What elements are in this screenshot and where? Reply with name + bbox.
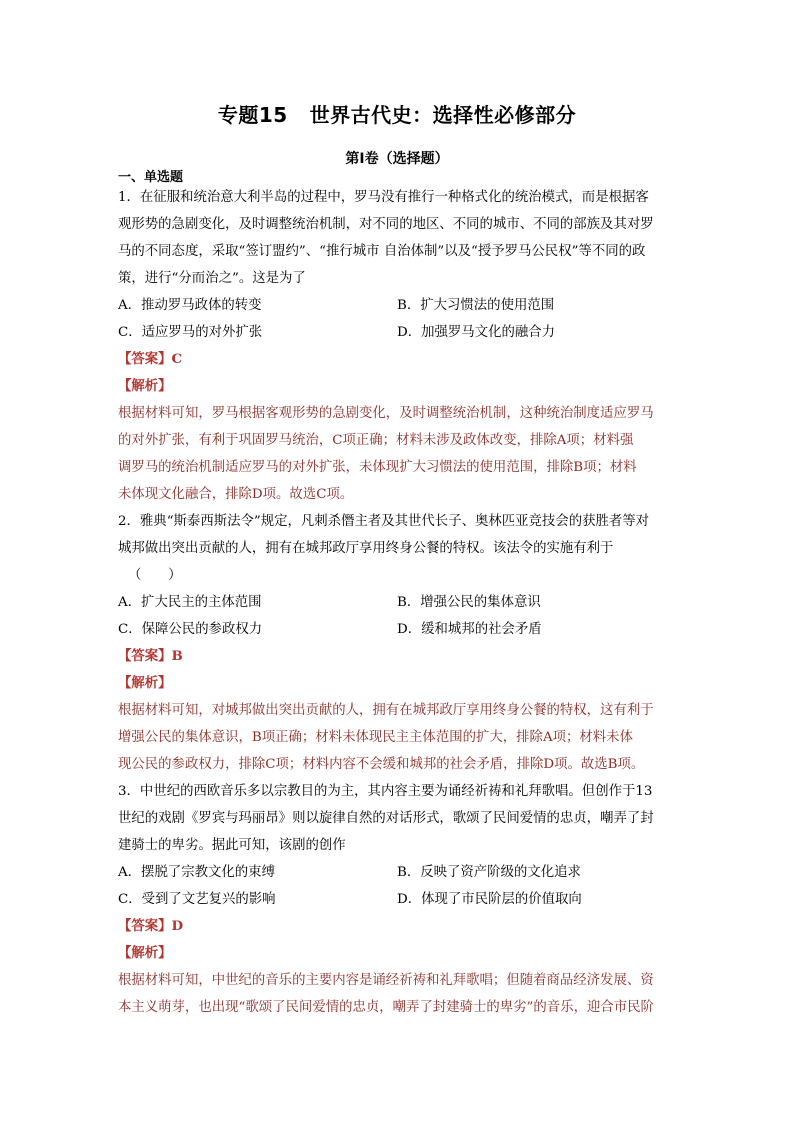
question-stem-line: 3．中世纪的西欧音乐多以宗教目的为主，其内容主要为诵经祈祷和礼拜歌唱。但创作于13 [118,784,653,799]
analysis-line: 现公民的参政权力，排除C项；材料内容不会缓和城邦的社会矛盾，排除D项。故选B项。 [118,757,645,772]
option-c: C．适应罗马的对外扩张 [118,325,263,340]
option-c: C．保障公民的参政权力 [118,622,263,637]
option-d: D．加强罗马文化的融合力 [397,325,556,340]
question-stem-line: 观形势的急剧变化，及时调整统治机制，对不同的地区、不同的城市、不同的部族及其对罗 [118,217,654,232]
analysis-label: 【解析】 [118,378,172,394]
question-1 [118,184,678,508]
question-stem-line: 马的不同态度，采取“签订盟约”、“推行城市 自治体制”以及“授予罗马公民权”等不同的政 [118,244,646,259]
analysis-label: 【解析】 [118,945,172,961]
section-heading: 一、单选题 [118,170,184,185]
analysis-label: 【解析】 [118,675,172,691]
option-c: C．受到了文艺复兴的影响 [118,892,276,907]
analysis-line: 本主义萌芽，也出现“歌颂了民间爱情的忠贞，嘲弄了封建骑士的卑劣”的音乐，迎合市民阶 [118,1000,654,1015]
option-d: D．缓和城邦的社会矛盾 [397,622,542,637]
options-row [118,859,678,886]
question-3 [118,778,678,1021]
option-d: D．体现了市民阶层的价值取向 [397,892,582,907]
option-a: A．扩大民主的主体范围 [118,595,262,610]
title-topic-number: 专题15 [217,103,288,127]
analysis-line: 的对外扩张，有利于巩固罗马统治，C项正确；材料未涉及政体改变，排除A项；材料强 [118,433,634,448]
option-b: B．扩大习惯法的使用范围 [397,298,555,313]
answer-label: 【答案】B [118,648,183,664]
volume-subtitle: 第I卷（选择题） [345,151,449,167]
answer-label: 【答案】D [118,918,184,934]
options-row [118,886,678,913]
analysis-line: 调罗马的统治机制适应罗马的对外扩张，未体现扩大习惯法的使用范围，排除B项；材料 [118,460,637,475]
analysis-line: 根据材料可知，中世纪的音乐的主要内容是诵经祈祷和礼拜歌唱；但随着商品经济发展、资 [118,973,654,988]
question-stem-line: 城邦做出突出贡献的人，拥有在城邦政厅享用终身公餐的特权。该法令的实施有利于 [118,541,614,556]
analysis-line: 未体现文化融合，排除D项。故选C项。 [118,487,354,502]
question-stem-line: 2．雅典“斯泰西斯法令”规定，凡刺杀僭主者及其世代长子、奥林匹亚竞技会的获胜者等对 [118,514,650,529]
options-row [118,319,678,346]
option-a: A．推动罗马政体的转变 [118,298,262,313]
question-stem-line: 建骑士的卑劣。据此可知，该剧的创作 [118,838,346,853]
option-a: A．摆脱了宗教文化的束缚 [118,865,275,880]
analysis-line: 增强公民的集体意识，B项正确；材料未体现民主主体范围的扩大，排除A项；材料未体 [118,730,633,745]
question-stem-line: 世纪的戏剧《罗宾与玛丽昂》则以旋律自然的对话形式，歌颂了民间爱情的忠贞，嘲弄了封 [118,811,654,826]
questions-container [118,184,678,1021]
options-row [118,616,678,643]
question-2 [118,508,678,778]
option-b: B．增强公民的集体意识 [397,595,541,610]
option-b: B．反映了资产阶级的文化追求 [397,865,581,880]
page-title [0,99,794,128]
options-row [118,589,678,616]
title-topic-name: 世界古代史：选择性必修部分 [309,103,577,127]
question-stem-line: 策，进行“分而治之”。这是为了 [118,271,306,286]
options-row [118,292,678,319]
analysis-line: 根据材料可知，对城邦做出突出贡献的人，拥有在城邦政厅享用终身公餐的特权，这有利于 [118,703,654,718]
question-stem-line: （ ） [128,568,182,583]
answer-label: 【答案】C [118,351,183,367]
analysis-line: 根据材料可知，罗马根据客观形势的急剧变化，及时调整统治机制，这种统治制度适应罗马 [118,406,654,421]
question-stem-line: 1．在征服和统治意大利半岛的过程中，罗马没有推行一种格式化的统治模式，而是根据客 [118,190,649,205]
